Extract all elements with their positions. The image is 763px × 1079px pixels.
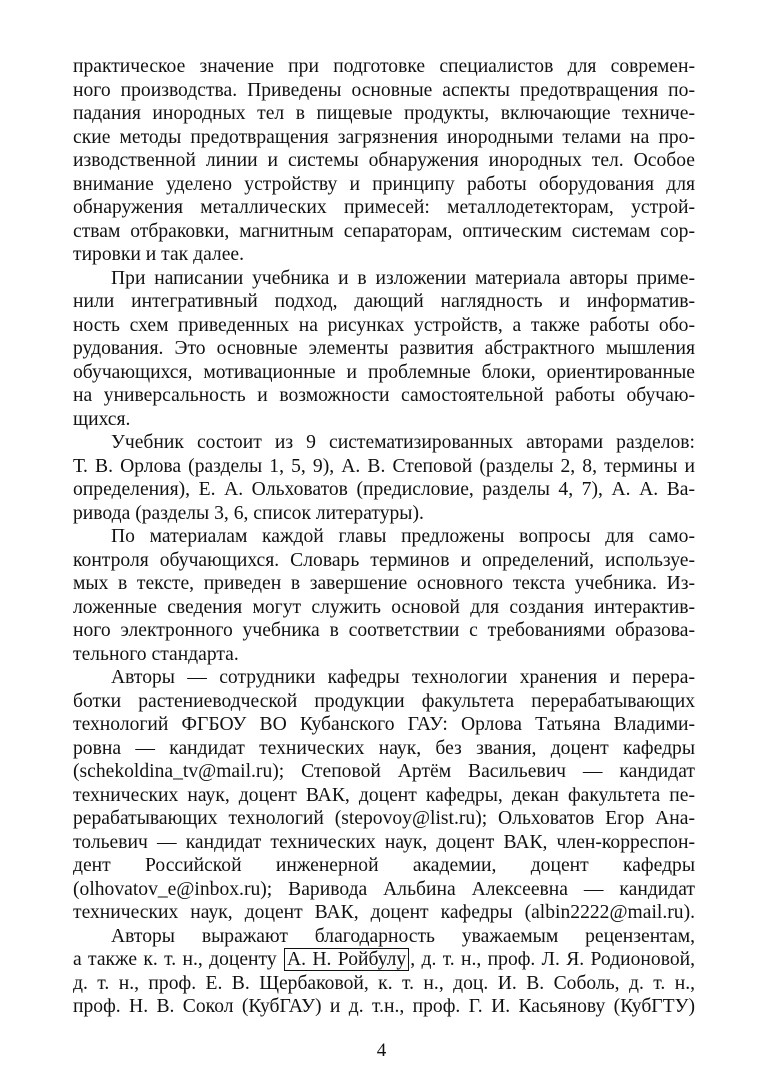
text-line (73, 948, 695, 972)
text-line: ствам отбраковки, магнитным сепараторам, оптическим системам сор- (73, 220, 695, 242)
text-line: рерабатывающих технологий (stepovoy@list.ru); Ольховатов Егор Ана- (73, 808, 695, 829)
paragraph (73, 55, 695, 267)
text-line: дент Российской инженерной академии, доцент кафедры (73, 855, 695, 876)
text-line: внимание уделено устройству и принципу работы оборудования для (73, 173, 695, 195)
text-line: ские методы предотвращения загрязнения инородными телами на про- (73, 126, 695, 148)
text-line: практическое значение при подготовке специалистов для современ- (73, 56, 695, 77)
text-line: Учебник состоит из 9 систематизированных авторами разделов: (111, 432, 695, 453)
text-line: тольевич — кандидат технических наук, доцент ВАК, член-корреспон- (73, 831, 695, 853)
text-line: (olhovatov_e@inbox.ru); Варивода Альбина Алексеевна — кандидат (73, 878, 695, 900)
text-line: падания инородных тел в пищевые продукты, включающие техниче- (73, 103, 695, 124)
text-line: ботки растениеводческой продукции факультета перерабатывающих (73, 690, 695, 712)
text-line: технических наук, доцент ВАК, доцент кафедры (albin2222@mail.ru). (73, 902, 695, 923)
text-line: ного электронного учебника в соответствии с требованиями образова- (73, 620, 695, 641)
text-line: тировки и так далее. (73, 244, 245, 265)
text-line: изводственной линии и системы обнаружения инородных тел. Особое (73, 150, 695, 171)
paragraph (73, 431, 695, 525)
text-line: ривода (разделы 3, 6, список литературы). (73, 502, 424, 524)
text-line: технических наук, доцент ВАК, доцент кафедры, декан факультета пе- (73, 784, 695, 806)
text-line: технологий ФГБОУ ВО Кубанского ГАУ: Орлова Татьяна Владими- (73, 714, 695, 735)
text-line: По материалам каждой главы предложены вопросы для само- (111, 526, 695, 547)
paragraph (73, 666, 695, 925)
highlighted-name-box: А. Н. Ройбулу (284, 948, 409, 971)
text-line: Авторы выражают благодарность уважаемым рецензентам, (111, 925, 695, 947)
text-line: ровна — кандидат технических наук, без звания, доцент кафедры (73, 737, 695, 759)
text-line: рудования. Это основные элементы развития абстрактного мышления (73, 338, 695, 359)
text-line: тельного стандарта. (73, 643, 239, 665)
text-line: нили интегративный подход, дающий наглядность и информатив- (73, 291, 695, 312)
text-line: Т. В. Орлова (разделы 1, 5, 9), А. В. Степовой (разделы 2, 8, термины и (73, 455, 695, 477)
text-line: обучающихся, мотивационные и проблемные блоки, ориентированные (73, 361, 695, 383)
paragraphs (73, 55, 695, 925)
page-body (73, 55, 695, 1019)
page-number: 4 (376, 1040, 387, 1061)
text-line: щихся. (73, 408, 131, 430)
text-line: Авторы — сотрудники кафедры технологии хранения и перера- (111, 667, 695, 688)
acknowledgement-paragraph (73, 925, 695, 1019)
text-fragment: а также к. т. н., доценту (73, 949, 277, 970)
text-line: ложенные сведения могут служить основой для создания интерактив- (73, 596, 695, 618)
text-line: При написании учебника и в изложении материала авторы приме- (111, 267, 695, 289)
text-line: контроля обучающихся. Словарь терминов и определений, используе- (73, 549, 695, 571)
text-line: определения), Е. А. Ольховатов (предисловие, разделы 4, 7), А. А. Ва- (73, 479, 695, 500)
paragraph (73, 525, 695, 666)
text-line: обнаружения металлических примесей: металлодетекторам, устрой- (73, 197, 695, 218)
text-line: д. т. н., проф. Е. В. Щербаковой, к. т. н., доц. И. В. Соболь, д. т. н., (73, 972, 695, 994)
text-line: на универсальность и возможности самостоятельной работы обучаю- (73, 385, 695, 406)
text-line: ного производства. Приведены основные аспекты предотвращения по- (73, 79, 695, 101)
text-line: мых в тексте, приведен в завершение основного текста учебника. Из- (73, 573, 695, 594)
text-line: (schekoldina_tv@mail.ru); Степовой Артём Васильевич — кандидат (73, 761, 695, 782)
text-line: ность схем приведенных на рисунках устройств, а также работы обо- (73, 314, 695, 336)
text-fragment: , д. т. н., проф. Л. Я. Родионовой, (410, 949, 695, 970)
paragraph (73, 267, 695, 432)
text-line: проф. Н. В. Сокол (КубГАУ) и д. т.н., проф. Г. И. Касьянову (КубГТУ) (73, 996, 695, 1017)
